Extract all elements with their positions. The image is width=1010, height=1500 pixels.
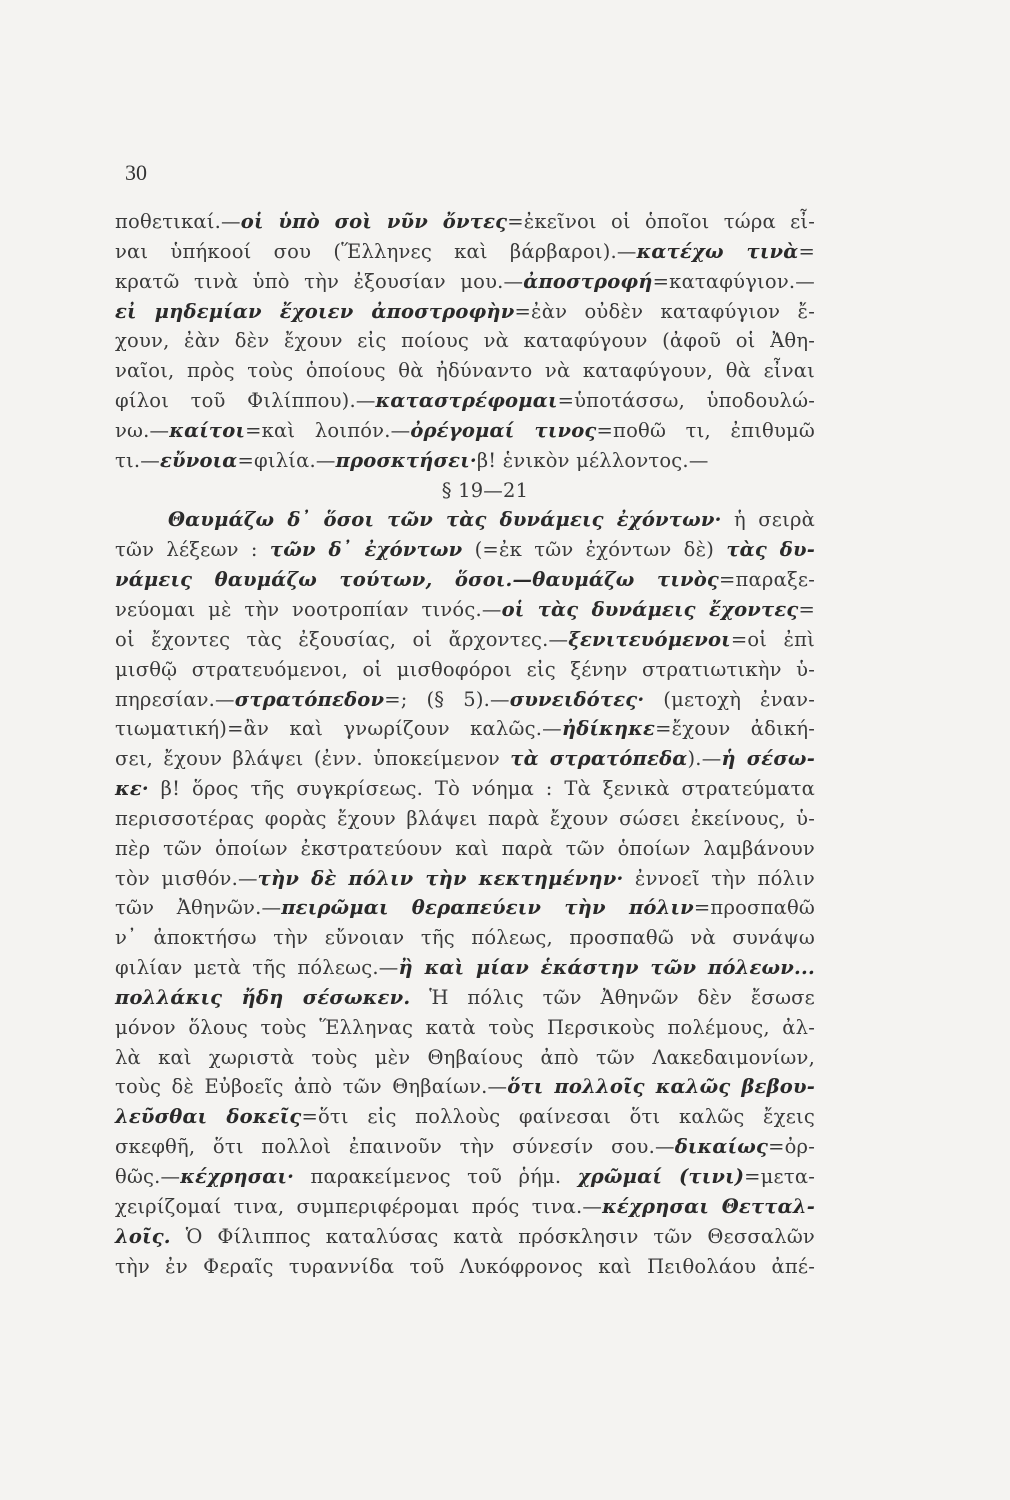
text-line: [115, 953, 815, 983]
text-line-content: [115, 804, 815, 834]
gloss-text: κρατῶ τινὰ ὑπὸ τὴν ἐξουσίαν μου.—: [115, 269, 524, 293]
text-line: [115, 565, 815, 595]
gloss-text: =μετα-: [744, 1165, 815, 1188]
text-line-content: [115, 356, 815, 386]
text-line-content: [115, 655, 815, 685]
lemma-term: ἀποστροφή: [523, 269, 653, 293]
lemma-term: λοῖς.: [115, 1224, 171, 1248]
lemma-term: ἢ καὶ μίαν ἑκάστην τῶν πόλεων...: [398, 956, 815, 980]
text-line: [115, 356, 815, 386]
gloss-text: β! ὅρος τῆς συγκρίσεως. Τὸ νόημα : Τὰ ξενικὰ στρατεύματα: [148, 777, 815, 801]
text-line-content: [115, 416, 815, 446]
lemma-term: τὰ στρατόπεδα: [510, 747, 688, 771]
text-line: [115, 1162, 815, 1192]
gloss-text: τῶν λέξεων :: [115, 538, 270, 562]
gloss-text: μόνον ὅλους τοὺς Ἕλληνας κατὰ τοὺς Περσικοὺς πολέμους, ἀλ-: [115, 1015, 815, 1039]
gloss-text: τιωματική)=ἂν καὶ γνωρίζουν καλῶς.—: [115, 717, 562, 741]
lemma-term: κατέχω τινὰ: [636, 239, 799, 263]
text-line-content: [115, 1102, 815, 1132]
gloss-text: φιλίαν μετὰ τῆς πόλεως.—: [115, 956, 399, 980]
text-line-content: [115, 893, 815, 923]
text-line-content: [115, 923, 815, 953]
gloss-text: (=ἐκ τῶν ἐχόντων δὲ): [462, 538, 727, 562]
lemma-term: καταστρέφομαι: [375, 389, 558, 413]
text-line-content: [115, 625, 815, 655]
gloss-text: πηρεσίαν.—: [115, 687, 235, 711]
text-line: [115, 446, 815, 476]
text-line-content: [115, 1072, 815, 1102]
page-number: 30: [125, 160, 147, 185]
gloss-text: φίλοι τοῦ Φιλίππου).—: [115, 389, 376, 413]
text-line: [115, 714, 815, 744]
text-line: [115, 297, 815, 327]
text-line-content: [115, 1132, 815, 1162]
gloss-text: =ποθῶ τι, ἐπιθυμῶ: [596, 418, 816, 442]
text-line-content: [442, 476, 528, 506]
gloss-text: ν᾽ ἀποκτήσω τὴν εὔνοιαν τῆς πόλεως, προσπαθῶ νὰ συνάψω: [115, 926, 815, 950]
gloss-text: Ὁ Φίλιππος καταλύσας κατὰ πρόσκλησιν τῶν Θεσσαλῶν: [170, 1224, 815, 1248]
gloss-text: μισθῷ στρατευόμενοι, οἱ μισθοφόροι εἰς ξένην στρατιωτικὴν ὑ-: [115, 657, 815, 681]
gloss-text: =καταφύγιον.—: [652, 269, 815, 293]
lemma-term: λεῦσθαι δοκεῖς: [115, 1105, 302, 1129]
text-line-content: [115, 297, 815, 327]
text-line-content: [115, 267, 815, 297]
text-line: [115, 326, 815, 356]
lemma-term: πειρῶμαι θεραπεύειν τὴν πόλιν: [281, 896, 694, 920]
gloss-text: =οἱ ἐπὶ: [730, 627, 815, 651]
text-line-content: [115, 1222, 815, 1252]
lemma-term: νάμεις θαυμάζω τούτων, ὅσοι.—θαυμάζω τινὸς: [115, 568, 719, 592]
text-line: [115, 207, 815, 237]
gloss-text: τι.—: [115, 448, 160, 472]
gloss-text: =προσπαθῶ: [693, 896, 815, 920]
gloss-text: =ἔχουν ἀδική-: [655, 717, 815, 741]
gloss-text: πὲρ τῶν ὁποίων ἐκστρατεύουν καὶ παρὰ τῶν ὁποίων λαμβάνουν: [115, 836, 815, 860]
text-line: [115, 416, 815, 446]
text-line-content: [115, 1192, 815, 1222]
text-line-content: [115, 774, 815, 804]
text-line: [115, 625, 815, 655]
commentary-text: [115, 207, 815, 1281]
text-line: [115, 1043, 815, 1073]
lemma-term: κε·: [115, 777, 149, 801]
section-heading: [115, 476, 815, 506]
text-line-content: [115, 714, 815, 744]
gloss-text: χουν, ἐὰν δὲν ἔχουν εἰς ποίους νὰ καταφύγουν (ἀφοῦ οἱ Ἀθη-: [115, 329, 815, 353]
lemma-term: χρῶμαί (τινι): [577, 1165, 745, 1188]
lemma-term: ξενιτευόμενοι: [568, 627, 731, 651]
lemma-term: τῶν δ᾽ ἐχόντων: [269, 538, 463, 562]
gloss-text: § 19—21: [441, 478, 529, 502]
gloss-text: οἱ ἔχοντες τὰς ἐξουσίας, οἱ ἄρχοντες.—: [115, 627, 569, 651]
lemma-term: κέχρησαι·: [180, 1165, 295, 1188]
gloss-text: =ἐκεῖνοι οἱ ὁποῖοι τώρα εἶ-: [507, 210, 816, 233]
text-line: [115, 1192, 815, 1222]
text-line: [115, 864, 815, 894]
lemma-term: συνειδότες·: [509, 687, 645, 711]
lemma-term: οἱ τὰς δυνάμεις ἔχοντες: [501, 597, 799, 621]
gloss-text: τοὺς δὲ Εὐβοεῖς ἀπὸ τῶν Θηβαίων.—: [115, 1075, 508, 1099]
gloss-text: =ὑποτάσσω, ὑποδουλώ-: [557, 389, 815, 413]
text-line: [115, 804, 815, 834]
gloss-text: τῶν Ἀθηνῶν.—: [115, 896, 282, 920]
lemma-term: Θαυμάζω δ᾽ ὅσοι τῶν τὰς δυνάμεις ἐχόντων·: [168, 508, 722, 532]
lemma-term: πολλάκις ἤδη σέσωκεν.: [115, 985, 411, 1009]
text-line-content: [115, 386, 815, 416]
lemma-term: στρατόπεδον: [234, 687, 385, 711]
text-line: [115, 893, 815, 923]
text-line: [115, 1252, 815, 1282]
gloss-text: ἐννοεῖ τὴν πόλιν: [623, 866, 815, 890]
gloss-text: =παραξε-: [719, 568, 815, 592]
text-line-content: [115, 1252, 815, 1282]
gloss-text: παρακείμενος τοῦ ῥήμ.: [294, 1165, 578, 1188]
text-line: [115, 595, 815, 625]
text-line: [115, 237, 815, 267]
lemma-term: καίτοι: [169, 418, 246, 442]
text-line-content: [115, 983, 815, 1013]
text-line-content: [115, 953, 815, 983]
lemma-term: ἠδίκηκε: [561, 717, 656, 741]
text-line-content: [115, 326, 815, 356]
gloss-text: Ἡ πόλις τῶν Ἀθηνῶν δὲν ἔσωσε: [410, 985, 815, 1009]
gloss-text: =ὀρ-: [768, 1135, 815, 1159]
lemma-term: τὴν δὲ πόλιν τὴν κεκτημένην·: [257, 866, 624, 890]
text-line: [115, 386, 815, 416]
gloss-text: χειρίζομαί τινα, συμπεριφέρομαι πρός τινα.—: [115, 1194, 603, 1218]
text-line-content: [115, 565, 815, 595]
text-line-content: [168, 505, 815, 535]
gloss-text: ναῖοι, πρὸς τοὺς ὁποίους θὰ ἠδύναντο νὰ καταφύγουν, θὰ εἶναι: [115, 359, 815, 383]
gloss-text: τὸν μισθόν.—: [115, 866, 258, 890]
text-line: [115, 1072, 815, 1102]
gloss-text: νω.—: [115, 418, 170, 442]
text-line: [115, 744, 815, 774]
gloss-text: =καὶ λοιπόν.—: [245, 418, 411, 442]
gloss-text: =: [798, 239, 815, 263]
gloss-text: ἡ σειρὰ: [721, 508, 815, 532]
gloss-text: τὴν ἐν Φεραῖς τυραννίδα τοῦ Λυκόφρονος καὶ Πειθολάου ἀπέ-: [115, 1254, 815, 1278]
text-line-content: [115, 834, 815, 864]
gloss-text: =: [798, 597, 815, 621]
text-line: [115, 834, 815, 864]
text-line: [115, 1102, 815, 1132]
lemma-term: τὰς δυ-: [726, 538, 815, 562]
lemma-term: δικαίως: [674, 1135, 769, 1159]
text-line-content: [115, 207, 815, 237]
gloss-text: (μετοχὴ ἐναν-: [644, 687, 815, 711]
gloss-text: ).—: [687, 747, 722, 771]
gloss-text: λὰ καὶ χωριστὰ τοὺς μὲν Θηβαίους ἀπὸ τῶν Λακεδαιμονίων,: [115, 1045, 815, 1069]
text-line: [115, 685, 815, 715]
text-line-content: [115, 446, 815, 476]
gloss-text: β! ἑνικὸν μέλλοντος.—: [476, 448, 709, 472]
gloss-text: περισσοτέρας φορὰς ἔχουν βλάψει παρὰ ἔχουν σώσει ἐκείνους, ὑ-: [115, 806, 815, 830]
text-line: [115, 505, 815, 535]
gloss-text: =ὅτι εἰς πολλοὺς φαίνεσαι ὅτι καλῶς ἔχεις: [301, 1105, 815, 1129]
text-line: [115, 923, 815, 953]
gloss-text: ναι ὑπήκοοί σου (Ἕλληνες καὶ βάρβαροι).—: [115, 239, 637, 263]
gloss-text: =φιλία.—: [237, 448, 336, 472]
lemma-term: κέχρησαι Θετταλ-: [602, 1194, 815, 1218]
gloss-text: =; (§ 5).—: [384, 687, 510, 711]
text-line-content: [115, 744, 815, 774]
text-line-content: [115, 685, 815, 715]
text-line-content: [115, 1043, 815, 1073]
gloss-text: νεύομαι μὲ τὴν νοοτροπίαν τινός.—: [115, 597, 502, 621]
text-line: [115, 983, 815, 1013]
text-line: [115, 1132, 815, 1162]
text-line-content: [115, 595, 815, 625]
gloss-text: ποθετικαί.—: [115, 210, 241, 233]
text-line: [115, 267, 815, 297]
gloss-text: σκεφθῆ, ὅτι πολλοὶ ἐπαινοῦν τὴν σύνεσίν σου.—: [115, 1135, 675, 1159]
lemma-term: προσκτήσει·: [335, 448, 477, 472]
text-line: [115, 1013, 815, 1043]
lemma-term: εἰ μηδεμίαν ἔχοιεν ἀποστροφὴν: [115, 299, 515, 323]
lemma-term: ὅτι πολλοῖς καλῶς βεβου-: [507, 1075, 815, 1099]
text-line-content: [115, 237, 815, 267]
lemma-term: ὀρέγομαί τινος: [410, 418, 597, 442]
text-line-content: [115, 1013, 815, 1043]
text-line: [115, 535, 815, 565]
text-line: [115, 774, 815, 804]
text-line-content: [115, 1162, 815, 1192]
gloss-text: θῶς.—: [115, 1165, 181, 1188]
gloss-text: =ἐὰν οὐδὲν καταφύγιον ἔ-: [514, 299, 815, 323]
text-line-content: [115, 864, 815, 894]
text-line: [115, 1222, 815, 1252]
text-line-content: [115, 535, 815, 565]
text-line: [115, 655, 815, 685]
lemma-term: οἱ ὑπὸ σοὶ νῦν ὄντες: [240, 210, 508, 233]
gloss-text: σει, ἔχουν βλάψει (ἐνν. ὑποκείμενον: [115, 747, 511, 771]
lemma-term: ἡ σέσω-: [721, 747, 815, 771]
lemma-term: εὔνοια: [159, 448, 238, 472]
